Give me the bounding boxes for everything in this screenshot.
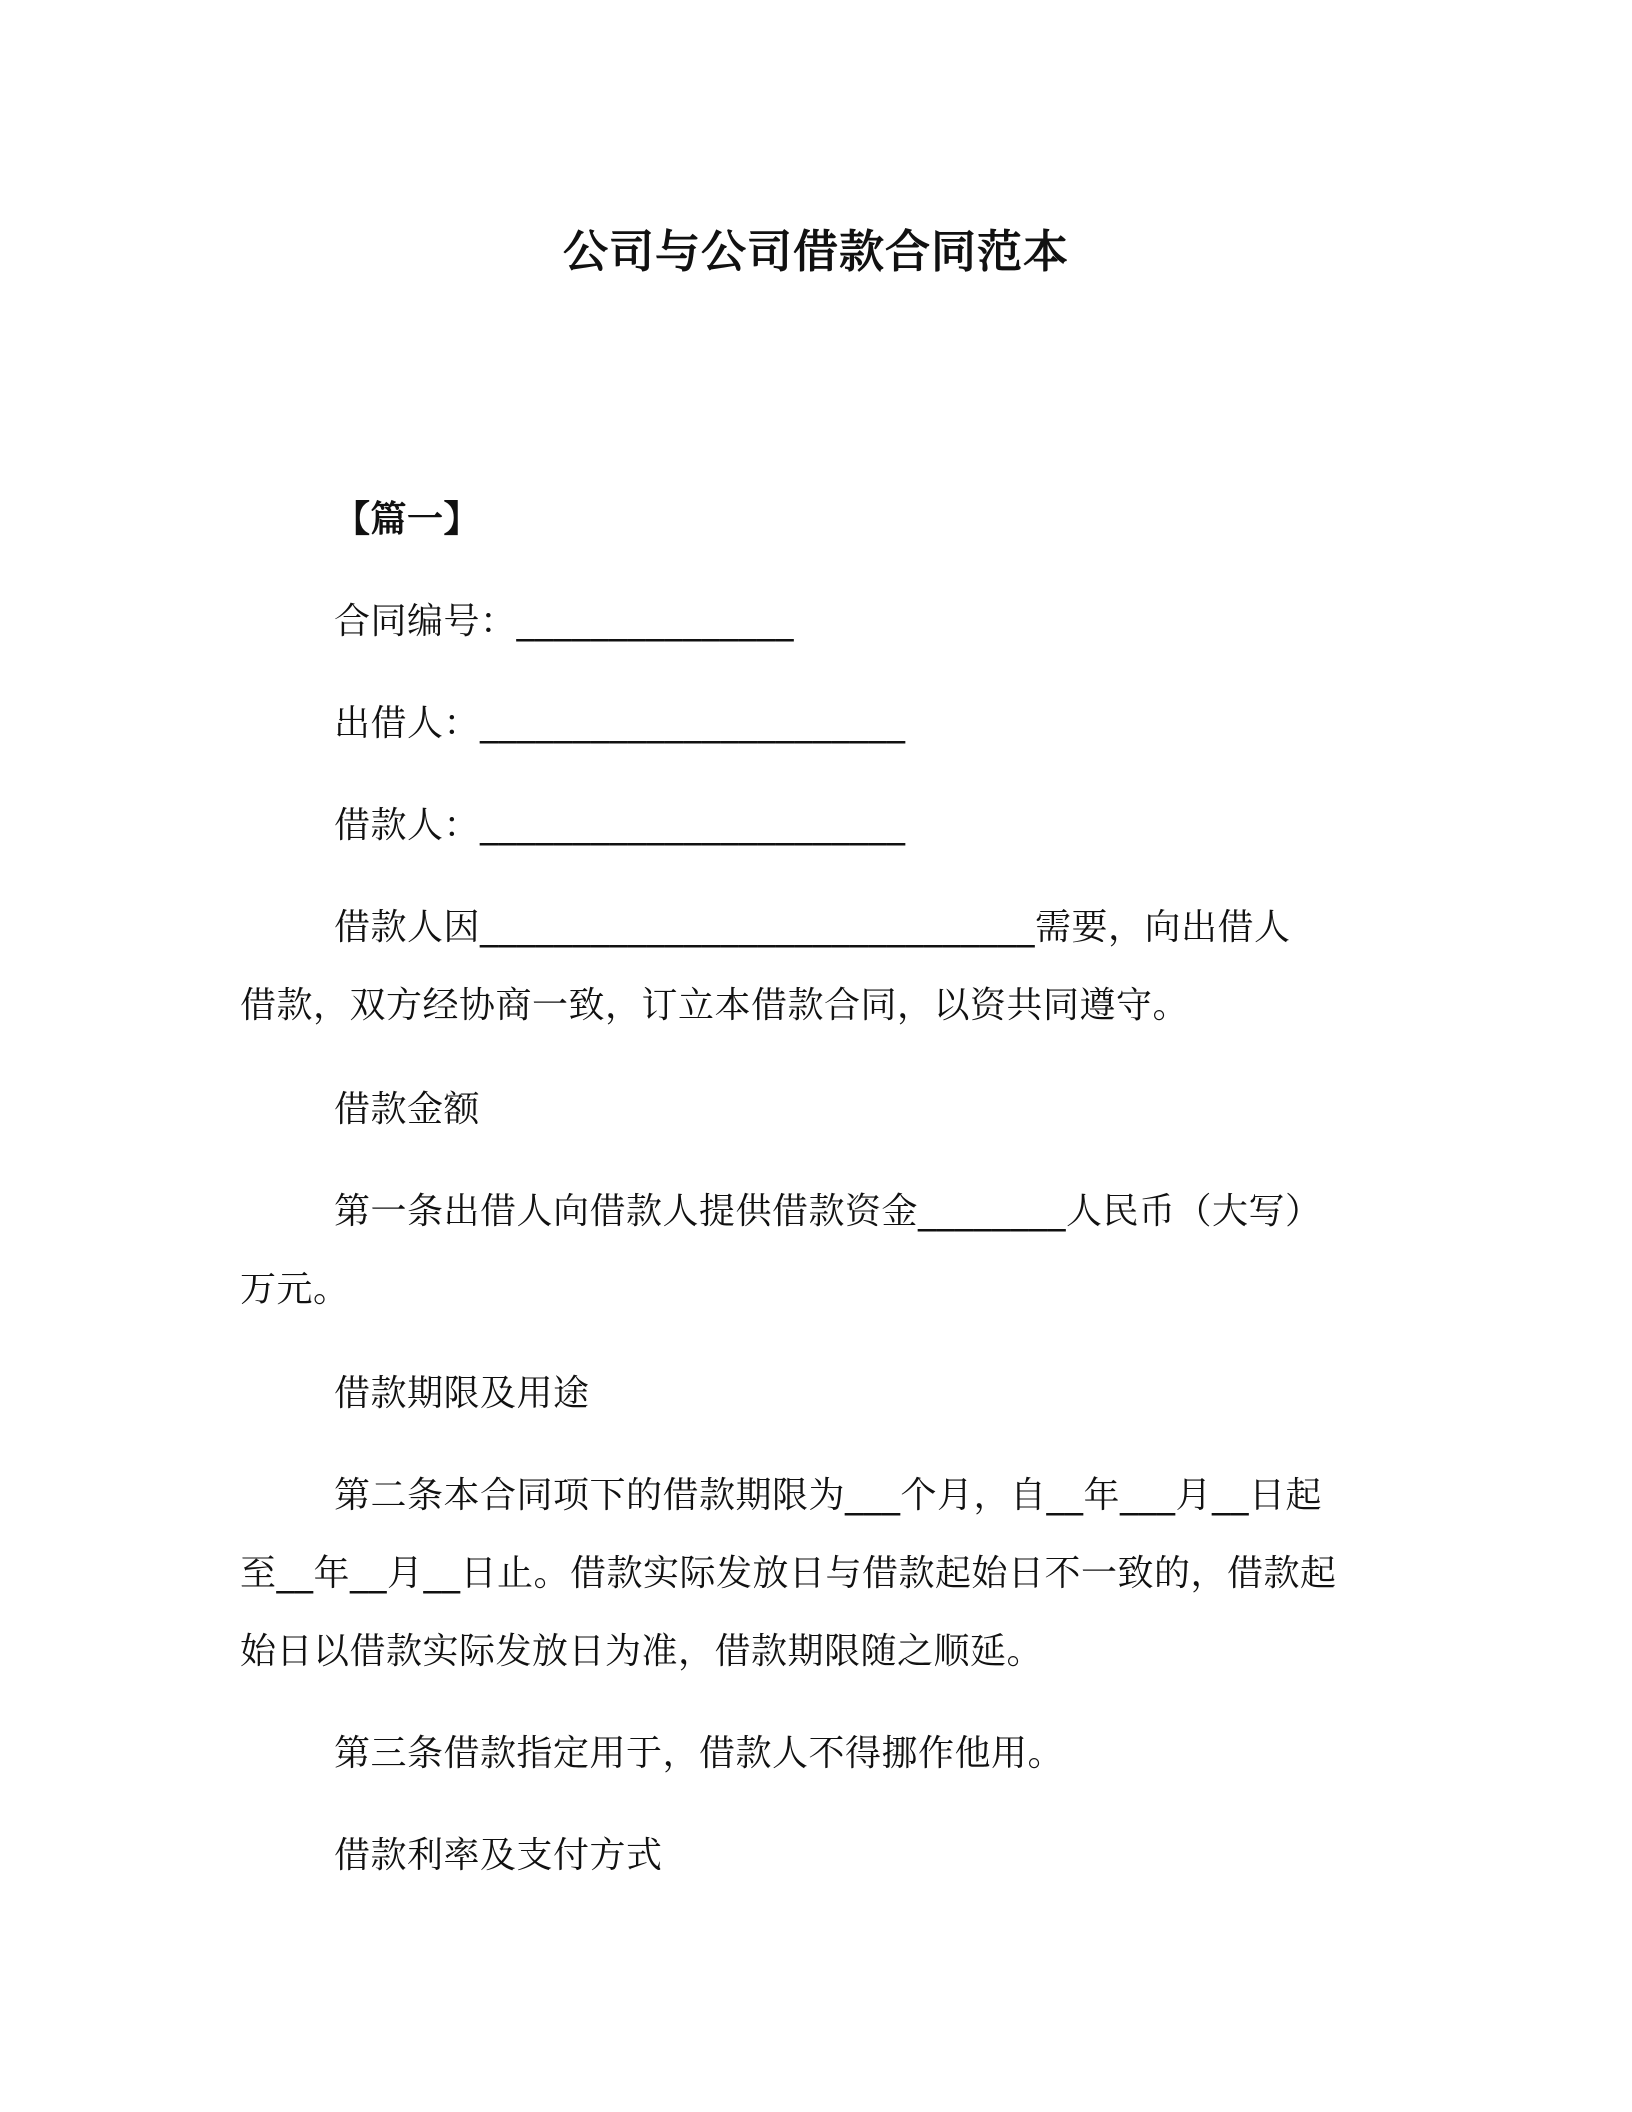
intro-paragraph-line-1: 借款人因______________________________需要，向出借人 xyxy=(334,907,1291,948)
heading-loan-amount: 借款金额 xyxy=(334,1089,481,1130)
section-label: 【篇一】 xyxy=(334,499,481,540)
article-1-line-1: 第一条出借人向借款人提供借款资金________人民币（大写） xyxy=(334,1191,1322,1232)
document-title: 公司与公司借款合同范本 xyxy=(562,225,1069,278)
intro-paragraph-line-2: 借款，双方经协商一致，订立本借款合同，以资共同遵守。 xyxy=(240,985,1190,1026)
contract-number-field: 合同编号：_______________ xyxy=(334,601,795,642)
lender-field: 出借人：_______________________ xyxy=(334,703,906,744)
article-2-line-3: 始日以借款实际发放日为准，借款期限随之顺延。 xyxy=(240,1631,1044,1672)
article-2-line-2: 至__年__月__日止。借款实际发放日与借款起始日不一致的，借款起 xyxy=(240,1553,1337,1594)
heading-interest-rate: 借款利率及支付方式 xyxy=(334,1835,663,1876)
article-2-line-1: 第二条本合同项下的借款期限为___个月，自__年___月__日起 xyxy=(334,1475,1323,1516)
borrower-field: 借款人：_______________________ xyxy=(334,805,906,846)
heading-loan-term: 借款期限及用途 xyxy=(334,1373,590,1414)
article-1-line-2: 万元。 xyxy=(240,1269,350,1310)
article-3-line-1: 第三条借款指定用于，借款人不得挪作他用。 xyxy=(334,1733,1065,1774)
